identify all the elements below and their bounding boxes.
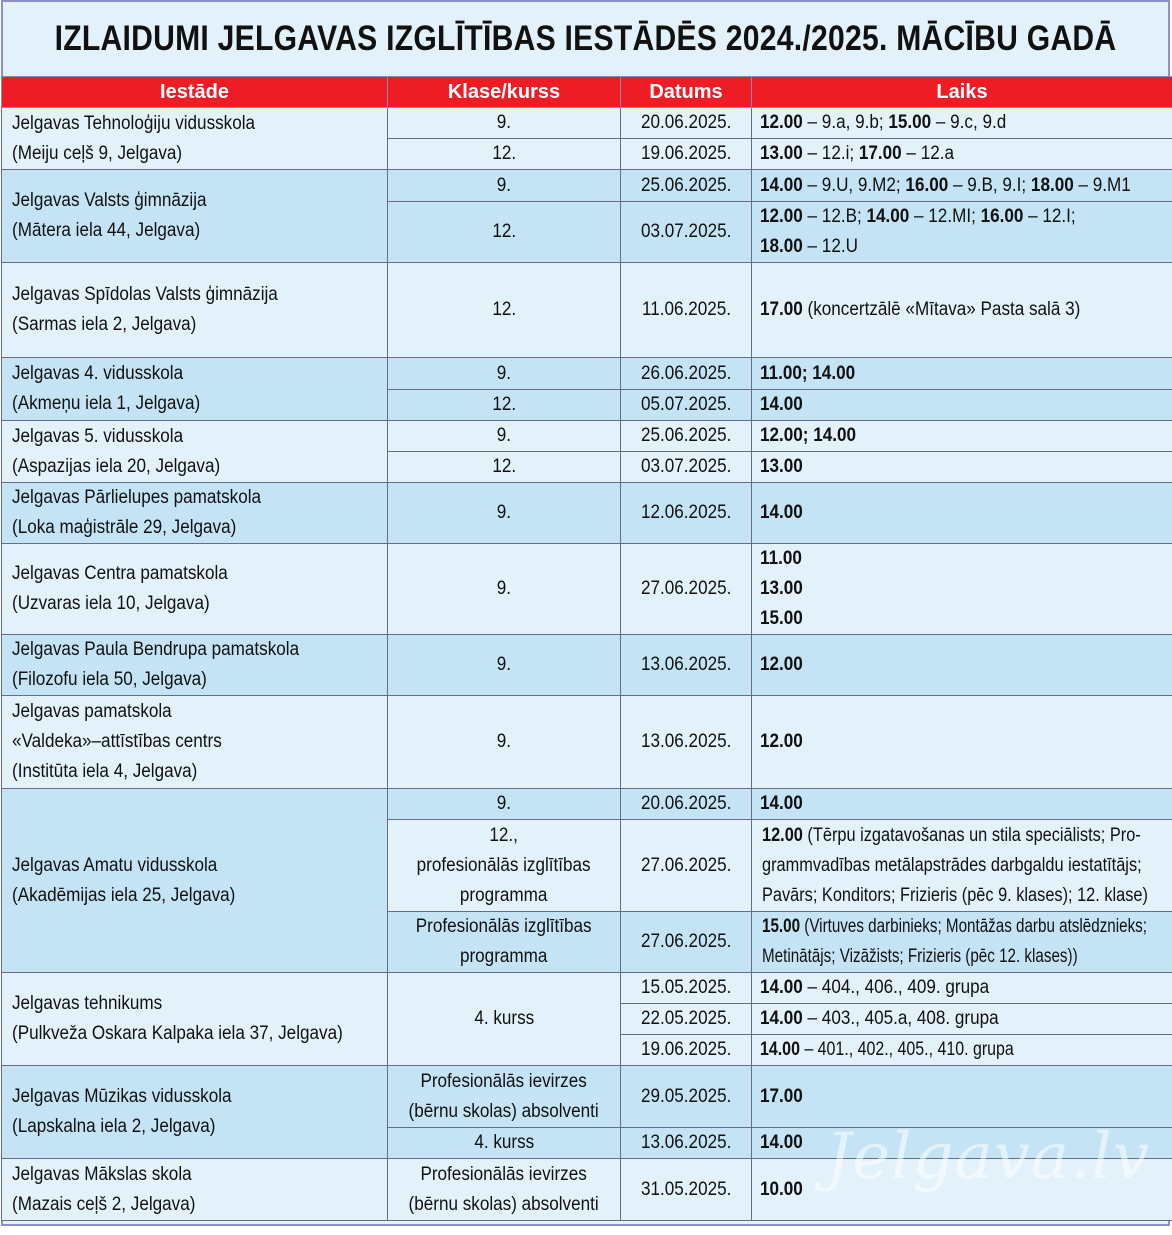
col-header-iestade: Iestāde [2,77,388,108]
time-cell: 15.00 (Virtuves darbinieks; Montāžas darbu atslēdznieks; Metinātājs; Vizāžists; Frizieris (pēc 12. klases)) [752,912,1172,973]
table-header-row [2,77,1172,108]
institution-cell: Jelgavas 5. vidusskola (Aspazijas iela 20, Jelgava) [2,421,388,483]
date-cell: 13.06.2025. [621,1128,752,1159]
time-cell: 14.00 – 9.U, 9.M2; 16.00 – 9.B, 9.I; 18.00 – 9.M1 [752,170,1172,202]
institution-cell: Jelgavas Mūzikas vidusskola (Lapskalna iela 2, Jelgava) [2,1066,388,1159]
class-cell: 9. [388,170,621,202]
time-cell: 14.00 [752,789,1172,820]
date-cell: 13.06.2025. [621,696,752,789]
institution-cell: Jelgavas Valsts ģimnāzija (Mātera iela 44, Jelgava) [2,170,388,263]
date-cell: 27.06.2025. [621,912,752,973]
class-cell: 9. [388,696,621,789]
time-cell: 14.00 – 401., 402., 405., 410. grupa [752,1035,1172,1066]
time-cell: 17.00 [752,1066,1172,1128]
table-row [2,544,1172,635]
institution-cell: Jelgavas Centra pamatskola (Uzvaras iela 10, Jelgava) [2,544,388,635]
class-cell: 9. [388,789,621,820]
time-cell: 11.00 13.00 15.00 [752,544,1172,635]
institution-cell: Jelgavas 4. vidusskola (Akmeņu iela 1, Jelgava) [2,358,388,421]
date-cell: 25.06.2025. [621,421,752,452]
class-cell: Profesionālās izglītības programma [388,912,621,973]
class-cell: 9. [388,483,621,544]
table-row [2,108,1172,139]
date-cell: 03.07.2025. [621,202,752,263]
class-cell: Profesionālās ievirzes (bērnu skolas) absolventi [388,1066,621,1128]
time-cell: 14.00 [752,483,1172,544]
table-row [2,789,1172,820]
time-cell: 17.00 (koncertzālē «Mītava» Pasta salā 3) [752,263,1172,358]
date-cell: 29.05.2025. [621,1066,752,1128]
institution-cell: Jelgavas Pārlielupes pamatskola (Loka maģistrāle 29, Jelgava) [2,483,388,544]
table-row [2,1159,1172,1221]
time-cell: 12.00 [752,696,1172,789]
date-cell: 26.06.2025. [621,358,752,390]
time-cell: 12.00 [752,635,1172,696]
col-header-laiks: Laiks [752,77,1172,108]
institution-cell: Jelgavas Amatu vidusskola (Akadēmijas iela 25, Jelgava) [2,789,388,973]
time-cell: 13.00 – 12.i; 17.00 – 12.a [752,139,1172,170]
class-cell: 12. [388,139,621,170]
table-row [2,483,1172,544]
institution-cell: Jelgavas Paula Bendrupa pamatskola (Filozofu iela 50, Jelgava) [2,635,388,696]
class-cell: 12. [388,390,621,421]
time-cell: 10.00 [752,1159,1172,1221]
class-cell: 12., profesionālās izglītības programma [388,820,621,912]
table-row [2,421,1172,452]
class-cell: 9. [388,421,621,452]
time-cell: 12.00 – 12.B; 14.00 – 12.MI; 16.00 – 12.I; 18.00 – 12.U [752,202,1172,263]
class-cell: 12. [388,263,621,358]
date-cell: 27.06.2025. [621,544,752,635]
page-title: IZLAIDUMI JELGAVAS IZGLĪTĪBAS IESTĀDĒS 2024./2025. MĀCĪBU GADĀ [54,19,1117,58]
time-cell: 14.00 – 404., 406., 409. grupa [752,973,1172,1004]
date-cell: 11.06.2025. [621,263,752,358]
class-cell: Profesionālās ievirzes (bērnu skolas) absolventi [388,1159,621,1221]
col-header-datums: Datums [621,77,752,108]
institution-cell: Jelgavas pamatskola «Valdeka»–attīstības centrs (Institūta iela 4, Jelgava) [2,696,388,789]
class-cell: 4. kurss [388,973,621,1066]
time-cell: 12.00; 14.00 [752,421,1172,452]
institution-cell: Jelgavas Mākslas skola (Mazais ceļš 2, Jelgava) [2,1159,388,1221]
table-row [2,358,1172,390]
date-cell: 13.06.2025. [621,635,752,696]
date-cell: 31.05.2025. [621,1159,752,1221]
date-cell: 20.06.2025. [621,789,752,820]
date-cell: 19.06.2025. [621,139,752,170]
time-cell: 14.00 – 403., 405.a, 408. grupa [752,1004,1172,1035]
table-row [2,170,1172,202]
schedule-sheet [1,0,1170,1226]
time-cell: 11.00; 14.00 [752,358,1172,390]
time-cell: 12.00 – 9.a, 9.b; 15.00 – 9.c, 9.d [752,108,1172,139]
class-cell: 9. [388,358,621,390]
date-cell: 12.06.2025. [621,483,752,544]
time-cell: 12.00 (Tērpu izgatavošanas un stila speciālists; Pro- grammvadības metālapstrādes darbgaldu iestatītājs; Pavārs; Konditors; Frizieris (pēc 9. klases); 12. klase) [752,820,1172,912]
institution-cell: Jelgavas tehnikums (Pulkveža Oskara Kalpaka iela 37, Jelgava) [2,973,388,1066]
table-row [2,973,1172,1004]
time-cell: 13.00 [752,452,1172,483]
graduation-table [1,76,1172,1221]
institution-cell: Jelgavas Tehnoloģiju vidusskola (Meiju ceļš 9, Jelgava) [2,108,388,170]
time-cell: 14.00 [752,390,1172,421]
col-header-klase: Klase/kurss [388,77,621,108]
date-cell: 05.07.2025. [621,390,752,421]
class-cell: 4. kurss [388,1128,621,1159]
date-cell: 27.06.2025. [621,820,752,912]
table-row [2,635,1172,696]
jelgava-watermark: Jelgava.lv [825,1120,1150,1194]
class-cell: 12. [388,452,621,483]
institution-cell: Jelgavas Spīdolas Valsts ģimnāzija (Sarmas iela 2, Jelgava) [2,263,388,358]
date-cell: 03.07.2025. [621,452,752,483]
class-cell: 12. [388,202,621,263]
date-cell: 19.06.2025. [621,1035,752,1066]
class-cell: 9. [388,544,621,635]
table-row [2,263,1172,358]
date-cell: 15.05.2025. [621,973,752,1004]
class-cell: 9. [388,635,621,696]
date-cell: 20.06.2025. [621,108,752,139]
table-row [2,1066,1172,1128]
table-row [2,696,1172,789]
class-cell: 9. [388,108,621,139]
date-cell: 25.06.2025. [621,170,752,202]
time-cell: 14.00 [752,1128,1172,1159]
date-cell: 22.05.2025. [621,1004,752,1035]
